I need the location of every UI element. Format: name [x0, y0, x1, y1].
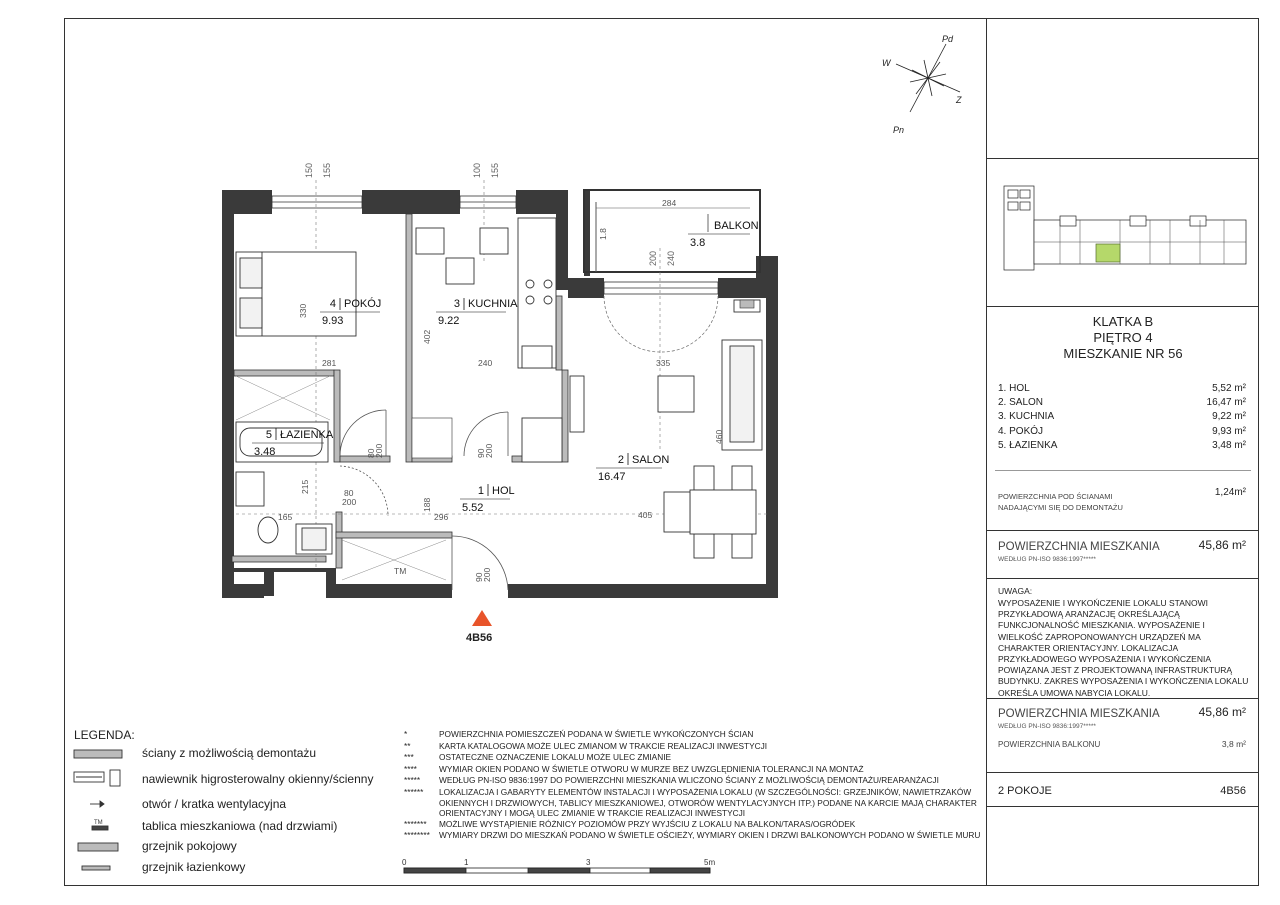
panel-rule-2 — [987, 306, 1259, 307]
svg-text:405: 405 — [638, 510, 653, 520]
compass-n: Pd — [942, 34, 954, 44]
room-list-3-area: 9,22 m² — [1212, 411, 1246, 422]
panel-rule-4 — [987, 530, 1259, 531]
svg-text:200: 200 — [482, 567, 492, 582]
svg-text:5.52: 5.52 — [462, 502, 484, 514]
legend-item-grzejnik: grzejnik pokojowy — [142, 839, 237, 853]
svg-text:165: 165 — [278, 512, 293, 522]
mieszkanie-label: MIESZKANIE NR 56 — [1063, 346, 1183, 361]
compass-e: Z — [956, 95, 962, 105]
room-list-5-label: 5. ŁAZIENKA — [998, 440, 1058, 451]
room-list-4-area: 9,93 m² — [1212, 426, 1246, 437]
kitchen-furniture — [416, 218, 556, 368]
svg-text:ŁAZIENKA: ŁAZIENKA — [280, 429, 334, 441]
svg-text:4: 4 — [329, 298, 336, 310]
svg-text:200: 200 — [342, 497, 357, 507]
pokoje-label: 2 POKOJE — [998, 785, 1052, 797]
svg-text:80: 80 — [344, 488, 354, 498]
room-list-3-label: 3. KUCHNIA — [998, 411, 1055, 422]
legend-item-grzejnik-lazienkowy: grzejnik łazienkowy — [142, 860, 246, 874]
svg-text:335: 335 — [656, 358, 671, 368]
svg-text:9.22: 9.22 — [438, 315, 460, 327]
bathroom-fixtures — [236, 422, 332, 554]
svg-text:296: 296 — [434, 512, 449, 522]
svg-text:POKÓJ: POKÓJ — [344, 298, 382, 310]
room-list-4-label: 4. POKÓJ — [998, 426, 1044, 437]
svg-text:HOL: HOL — [492, 485, 515, 497]
svg-text:1: 1 — [464, 858, 469, 867]
legend-item-nawiewnik: nawiewnik higrosterowalny okienny/ścienny — [142, 772, 374, 786]
apartment-code: 4B56 — [1220, 785, 1246, 797]
svg-text:460: 460 — [714, 429, 724, 444]
svg-text:80: 80 — [366, 448, 376, 458]
panel-rule-5 — [987, 578, 1259, 579]
svg-text:284: 284 — [662, 198, 677, 208]
demontaz-value: 1,24m² — [1214, 487, 1246, 498]
compass-s: Pn — [893, 125, 905, 135]
svg-text:5m: 5m — [704, 858, 716, 867]
panel-rule-6 — [987, 698, 1259, 699]
pow-value: 45,86 m² — [1198, 538, 1246, 552]
key-plan — [1000, 180, 1250, 275]
pow2-value: 45,86 m² — [1198, 705, 1246, 719]
uwaga-text: WYPOSAŻENIE I WYKOŃCZENIE LOKALU STANOWI PRZYKŁADOWĄ ARANŻACJĘ OKREŚLAJĄCĄ FUNKCJONALNOŚĆ MIESZKANIA. WYPOSAŻENIE I WIELKOŚĆ ZAPROPONOWANYCH URZĄDZEŃ MA CHARAKTER ORIENTACYJNY. LOKALIZACJA PRZYKŁADOWEGO WYPOSAŻENIA I WYKOŃCZENIA POWIĄZANA JEST Z PROJEKTOWANĄ INFRASTRUKTURĄ BUDYNKU. ZAKRES WYPOSAŻENIA I WYKOŃCZENIA LOKALU OKREŚLA UMOWA NABYCIA LOKALU. — [998, 598, 1249, 698]
svg-text:240: 240 — [478, 358, 493, 368]
svg-text:90: 90 — [474, 572, 484, 582]
svg-text:9.93: 9.93 — [322, 315, 344, 327]
svg-text:BALKON: BALKON — [714, 220, 759, 232]
svg-text:1: 1 — [477, 485, 484, 497]
svg-text:150: 150 — [304, 162, 314, 178]
scale-bar — [404, 868, 710, 873]
svg-text:3: 3 — [586, 858, 591, 867]
room-list-2-area: 16,47 m² — [1206, 397, 1246, 408]
uwaga-title: UWAGA: — [998, 586, 1033, 596]
svg-text:TM: TM — [94, 820, 103, 826]
svg-text:2: 2 — [617, 454, 624, 466]
svg-text:SALON: SALON — [632, 454, 670, 466]
legend-item-tablica: tablica mieszkaniowa (nad drzwiami) — [142, 819, 338, 833]
klatka-label: KLATKA B — [1092, 314, 1154, 329]
pow2-sub: WEDŁUG PN-ISO 9836:1997***** — [998, 723, 1096, 730]
svg-text:0: 0 — [402, 858, 407, 867]
svg-text:200: 200 — [484, 443, 494, 458]
panel-rule-3 — [995, 470, 1251, 471]
room-list-5-area: 3,48 m² — [1212, 440, 1246, 451]
svg-text:200: 200 — [374, 443, 384, 458]
svg-text:100: 100 — [472, 162, 482, 178]
legend-title: LEGENDA: — [74, 728, 135, 742]
entrance-label: 4B56 — [466, 632, 493, 644]
svg-text:330: 330 — [298, 303, 308, 318]
room-list-1-label: 1. HOL — [998, 383, 1030, 394]
svg-text:90: 90 — [476, 448, 486, 458]
svg-text:155: 155 — [490, 162, 500, 178]
pow-title: POWIERZCHNIA MIESZKANIA — [998, 541, 1160, 553]
pow2-title: POWIERZCHNIA MIESZKANIA — [998, 708, 1160, 720]
room-list-1-area: 5,52 m² — [1212, 383, 1246, 394]
svg-text:3.48: 3.48 — [254, 446, 276, 458]
svg-text:16.47: 16.47 — [598, 471, 626, 483]
entrance-marker — [472, 610, 492, 626]
balkon-value: 3,8 m² — [1221, 739, 1246, 749]
panel-rule-7 — [987, 772, 1259, 773]
key-plan-highlight — [1096, 244, 1120, 262]
balkon-label: POWIERZCHNIA BALKONU — [998, 740, 1101, 749]
pow-sub: WEDŁUG PN-ISO 9836:1997***** — [998, 556, 1096, 563]
svg-text:TM: TM — [394, 566, 407, 576]
svg-text:200: 200 — [648, 250, 658, 266]
svg-text:3: 3 — [453, 298, 460, 310]
svg-text:155: 155 — [322, 162, 332, 178]
demontaz-label-1: POWIERZCHNIA POD ŚCIANAMI — [998, 492, 1113, 501]
pietro-label: PIĘTRO 4 — [1093, 330, 1153, 345]
svg-text:281: 281 — [322, 358, 337, 368]
compass-w: W — [882, 58, 891, 68]
svg-text:KUCHNIA: KUCHNIA — [468, 298, 518, 310]
svg-text:188: 188 — [422, 497, 432, 512]
legend-item-demontaz: ściany z możliwością demontażu — [142, 746, 317, 760]
demontaz-label-2: NADAJĄCYMI SIĘ DO DEMONTAŻU — [998, 503, 1123, 512]
svg-text:402: 402 — [422, 329, 432, 344]
svg-text:1.8: 1.8 — [598, 228, 608, 240]
svg-text:240: 240 — [666, 250, 676, 266]
legend-symbols — [74, 750, 122, 870]
legend-item-otwor: otwór / kratka wentylacyjna — [142, 797, 287, 811]
room-list-2-label: 2. SALON — [998, 397, 1044, 408]
svg-text:3.8: 3.8 — [690, 237, 706, 249]
panel-rule-8 — [987, 806, 1259, 807]
svg-text:5: 5 — [265, 429, 272, 441]
svg-text:215: 215 — [300, 479, 310, 494]
panel-rule-1 — [987, 158, 1259, 159]
compass-rose — [896, 44, 960, 112]
